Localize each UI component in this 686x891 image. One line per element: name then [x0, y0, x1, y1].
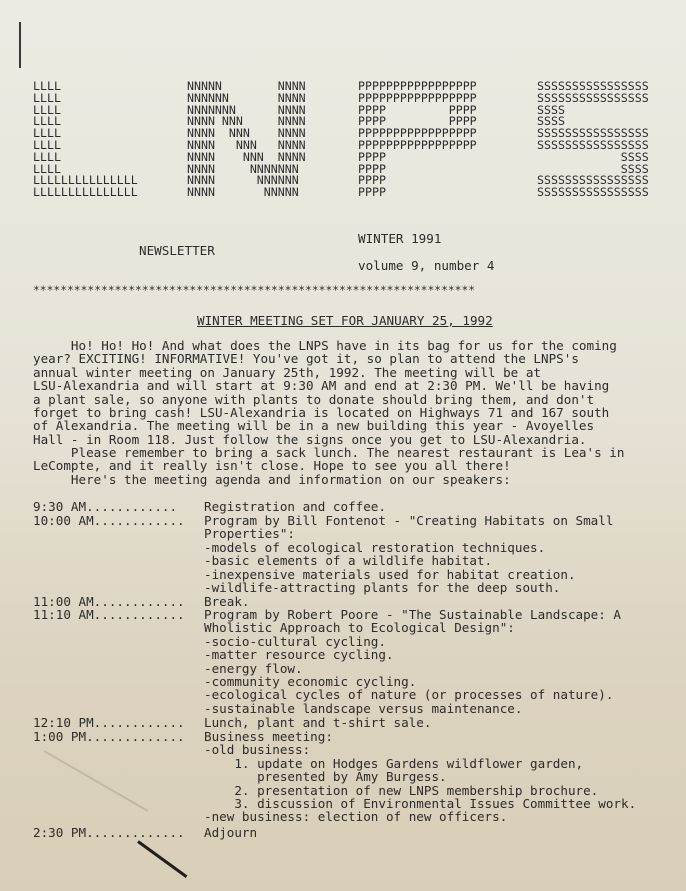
issue-season: WINTER 1991: [358, 231, 442, 246]
issue-volume: volume 9, number 4: [358, 258, 495, 273]
agenda-time: 2:30 PM.............: [33, 825, 185, 840]
article-paragraph-2: Please remember to bring a sack lunch. The nearest restaurant is Lea's in LeCompte, and it really isn't close. Hope to see you all there!: [33, 445, 625, 474]
agenda-item: Break.: [204, 594, 250, 609]
paper-crease-mark: [137, 840, 187, 878]
banner-letters-s: SSSSSSSSSSSSSSSS SSSSSSSSSSSSSSSS SSSS SSSS SSSSSSSSSSSSSSSS SSSSSSSSSSSSSSSS SSSS SSSS SSSSSSSSSSSSSSSS SSSSSSSSSSSSSSSS: [537, 79, 649, 200]
agenda-time: 1:00 PM.............: [33, 729, 185, 744]
agenda-time: 11:10 AM............: [33, 607, 185, 622]
newsletter-label: NEWSLETTER: [139, 243, 215, 258]
agenda-item: Program by Bill Fontenot - "Creating Habitats on Small Properties": -models of ecological restoration techniques. -basic elements of a wildlife habitat. -inexpensive materials used for habitat creation. -wildlife-attracting plants for the deep south.: [204, 513, 614, 596]
agenda-time: 12:10 PM............: [33, 715, 185, 730]
pen-mark: [19, 22, 21, 68]
banner-letters-p: PPPPPPPPPPPPPPPPP PPPPPPPPPPPPPPPPP PPPP PPPP PPPP PPPP PPPPPPPPPPPPPPPPP PPPPPPPPPPPPPPPPP PPPP PPPP PPPP PPPP: [358, 79, 477, 200]
paper-fold: [44, 750, 149, 812]
article-title: WINTER MEETING SET FOR JANUARY 25, 1992: [197, 313, 493, 328]
agenda-item: Program by Robert Poore - "The Sustainable Landscape: A Wholistic Approach to Ecological Design": -socio-cultural cycling. -matter resource cycling. -energy flow. -community economic cycling. -ecological cycles of nature (or processes of nature). -sustainable landscape versus maintenance.: [204, 607, 622, 716]
agenda-time: 11:00 AM............: [33, 594, 185, 609]
agenda-item: Adjourn: [204, 825, 258, 840]
article-paragraph-1: Ho! Ho! Ho! And what does the LNPS have in its bag for us for the coming year? EXCITING! INFORMATIVE! You've got it, so plan to attend the LNPS's annual winter meeting on January 25th, 1992. The meeting will be at LSU-Alexandria and will start at 9:30 AM and end at 2:30 PM. We'll be having a plant sale, so anyone with plants to donate should bring them, and don't forget to bring cash! LSU-Alexandria is located on Highways 71 and 167 south of Alexandria. The meeting will be in a new building this year - Avoyelles Hall - in Room 118. Just follow the signs once you get to LSU-Alexandria.: [33, 338, 617, 447]
agenda-item: Lunch, plant and t-shirt sale.: [204, 715, 432, 730]
banner-letters-n: NNNNN NNNN NNNNNN NNNN NNNNNNN NNNN NNNN NNN NNNN NNNN NNN NNNN NNNN NNN NNNN NNNN NNN NNNN NNNN NNNNNNN NNNN NNNNNN NNNN NNNNN: [187, 79, 306, 200]
divider-row: *****************************************************************: [33, 284, 476, 297]
article-paragraph-3: Here's the meeting agenda and information on our speakers:: [33, 472, 511, 487]
banner-letters-l: LLLL LLLL LLLL LLLL LLLL LLLL LLLL LLLL LLLLLLLLLLLLLLL LLLLLLLLLLLLLLL: [33, 79, 138, 200]
agenda-item: Registration and coffee.: [204, 499, 386, 514]
agenda-item: Business meeting: -old business: 1. update on Hodges Gardens wildflower garden, presented by Amy Burgess. 2. presentation of new LNPS membership brochure. 3. discussion of Environmental Issues Committee work. -new business: election of new officers.: [204, 729, 637, 825]
agenda-time: 10:00 AM............: [33, 513, 185, 528]
agenda-time: 9:30 AM............: [33, 499, 178, 514]
